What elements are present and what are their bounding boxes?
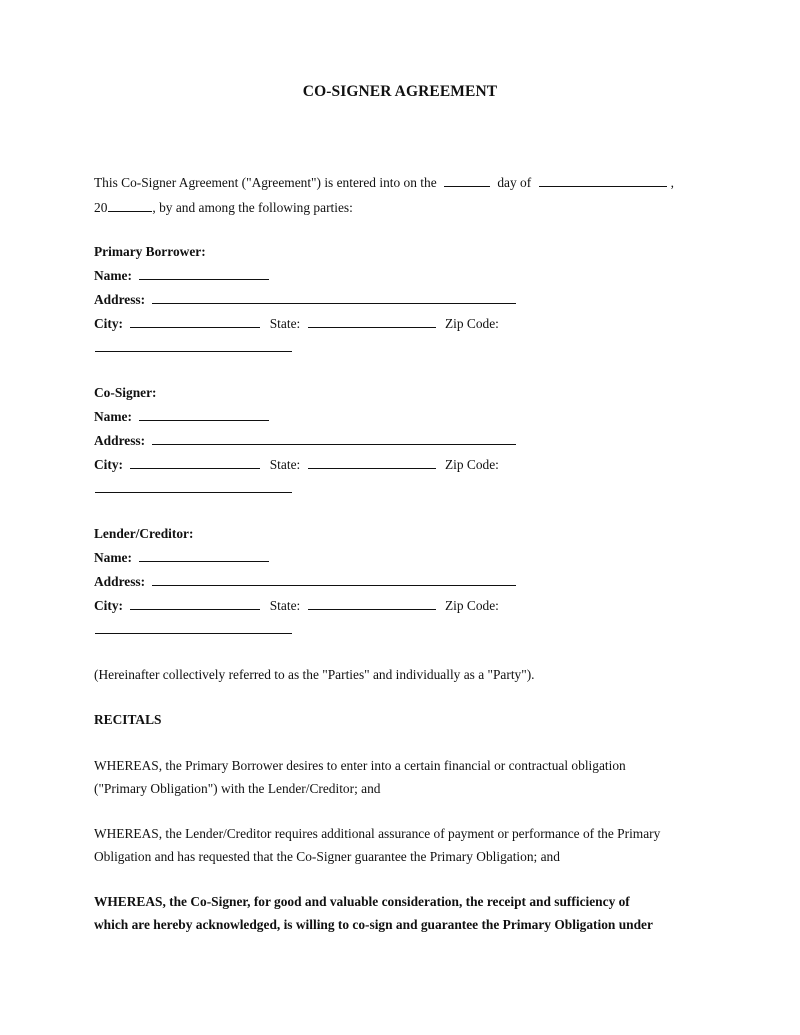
co-signer-address-row bbox=[94, 432, 516, 450]
name-label: Name: bbox=[94, 268, 132, 283]
day-blank[interactable] bbox=[444, 174, 490, 187]
whereas-2-line-1: WHEREAS, the Lender/Creditor requires additional assurance of payment or performance of the Primary bbox=[94, 826, 661, 841]
lender-name-field[interactable] bbox=[139, 549, 269, 562]
primary-borrower-city-row bbox=[94, 315, 499, 333]
city-label: City: bbox=[94, 457, 124, 472]
primary-borrower-address-field[interactable] bbox=[152, 291, 516, 304]
lender-zip-field[interactable] bbox=[95, 632, 292, 634]
state-label: State: bbox=[269, 598, 301, 613]
whereas-2-line-2: Obligation and has requested that the Co-Signer guarantee the Primary Obligation; and bbox=[94, 849, 560, 864]
primary-borrower-zip-field[interactable] bbox=[95, 350, 292, 352]
zip-label: Zip Code: bbox=[444, 598, 499, 613]
month-blank[interactable] bbox=[539, 174, 667, 187]
recitals-heading: RECITALS bbox=[94, 712, 162, 727]
primary-borrower-name-field[interactable] bbox=[139, 267, 269, 280]
state-label: State: bbox=[269, 316, 301, 331]
lender-city-row bbox=[94, 597, 499, 615]
co-signer-name-field[interactable] bbox=[139, 408, 269, 421]
primary-borrower-address-row bbox=[94, 291, 516, 309]
address-label: Address: bbox=[94, 433, 146, 448]
co-signer-name-row bbox=[94, 408, 269, 426]
primary-borrower-state-field[interactable] bbox=[308, 315, 436, 328]
intro-comma: , bbox=[670, 175, 674, 190]
lender-address-row bbox=[94, 573, 516, 591]
zip-label: Zip Code: bbox=[444, 316, 499, 331]
hereinafter-text: (Hereinafter collectively referred to as the "Parties" and individually as a "Party"). bbox=[94, 667, 535, 682]
city-label: City: bbox=[94, 316, 124, 331]
year-blank[interactable] bbox=[108, 199, 152, 212]
primary-borrower-city-field[interactable] bbox=[130, 315, 260, 328]
whereas-3-line-1: WHEREAS, the Co-Signer, for good and valuable consideration, the receipt and sufficiency of bbox=[94, 894, 630, 909]
primary-borrower-heading: Primary Borrower: bbox=[94, 244, 206, 259]
co-signer-state-field[interactable] bbox=[308, 456, 436, 469]
document-title: CO-SIGNER AGREEMENT bbox=[302, 83, 498, 100]
lender-name-row bbox=[94, 549, 269, 567]
year-prefix: 20 bbox=[94, 200, 108, 215]
address-label: Address: bbox=[94, 574, 146, 589]
whereas-1-line-1: WHEREAS, the Primary Borrower desires to enter into a certain financial or contractual obligation bbox=[94, 758, 626, 773]
whereas-3-line-2: which are hereby acknowledged, is willing to co-sign and guarantee the Primary Obligation under bbox=[94, 917, 653, 932]
co-signer-zip-field[interactable] bbox=[95, 491, 292, 493]
address-label: Address: bbox=[94, 292, 146, 307]
day-of-text: day of bbox=[497, 175, 532, 190]
intro-text: This Co-Signer Agreement ("Agreement") is entered into on the bbox=[94, 175, 437, 190]
co-signer-address-field[interactable] bbox=[152, 432, 516, 445]
co-signer-city-field[interactable] bbox=[130, 456, 260, 469]
city-label: City: bbox=[94, 598, 124, 613]
name-label: Name: bbox=[94, 550, 132, 565]
intro-line-1 bbox=[94, 174, 674, 192]
lender-state-field[interactable] bbox=[308, 597, 436, 610]
co-signer-city-row bbox=[94, 456, 499, 474]
co-signer-heading: Co-Signer: bbox=[94, 385, 157, 400]
lender-address-field[interactable] bbox=[152, 573, 516, 586]
lender-city-field[interactable] bbox=[130, 597, 260, 610]
primary-borrower-name-row bbox=[94, 267, 269, 285]
intro-text-2: , by and among the following parties: bbox=[152, 200, 353, 215]
intro-line-2 bbox=[94, 199, 353, 217]
whereas-1-line-2: ("Primary Obligation") with the Lender/Creditor; and bbox=[94, 781, 381, 796]
state-label: State: bbox=[269, 457, 301, 472]
name-label: Name: bbox=[94, 409, 132, 424]
zip-label: Zip Code: bbox=[444, 457, 499, 472]
lender-heading: Lender/Creditor: bbox=[94, 526, 194, 541]
